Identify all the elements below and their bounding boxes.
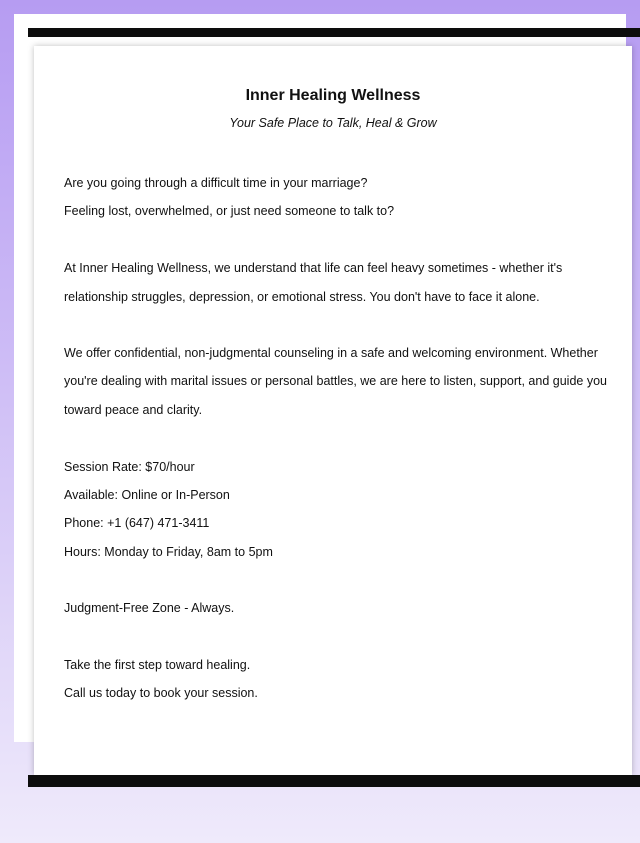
detail-session-rate: Session Rate: $70/hour [64, 460, 195, 474]
flyer-page [34, 46, 632, 775]
closing-line-2: Call us today to book your session. [64, 686, 258, 700]
document-title: Inner Healing Wellness [245, 87, 421, 104]
about-line-1: At Inner Healing Wellness, we understand that life can feel heavy sometimes - whether it's [64, 261, 563, 275]
offer-line-2: you're dealing with marital issues or personal battles, we are here to listen, support, and guide you [64, 374, 607, 388]
intro-line-2: Feeling lost, overwhelmed, or just need someone to talk to? [64, 204, 395, 218]
closing-line-1: Take the first step toward healing. [64, 658, 251, 672]
offer-line-3: toward peace and clarity. [64, 403, 203, 417]
bottom-border-bar [28, 775, 640, 787]
intro-line-1: Are you going through a difficult time in your marriage? [64, 176, 368, 190]
about-line-2: relationship struggles, depression, or emotional stress. You don't have to face it alone. [64, 290, 540, 304]
top-border-bar [28, 28, 640, 37]
detail-phone: Phone: +1 (647) 471-3411 [64, 516, 210, 530]
detail-hours: Hours: Monday to Friday, 8am to 5pm [64, 545, 273, 559]
offer-line-1: We offer confidential, non-judgmental counseling in a safe and welcoming environment. Whether [64, 346, 598, 360]
detail-availability: Available: Online or In-Person [64, 488, 230, 502]
tagline: Judgment-Free Zone - Always. [64, 601, 235, 615]
document-subtitle: Your Safe Place to Talk, Heal & Grow [229, 116, 437, 130]
